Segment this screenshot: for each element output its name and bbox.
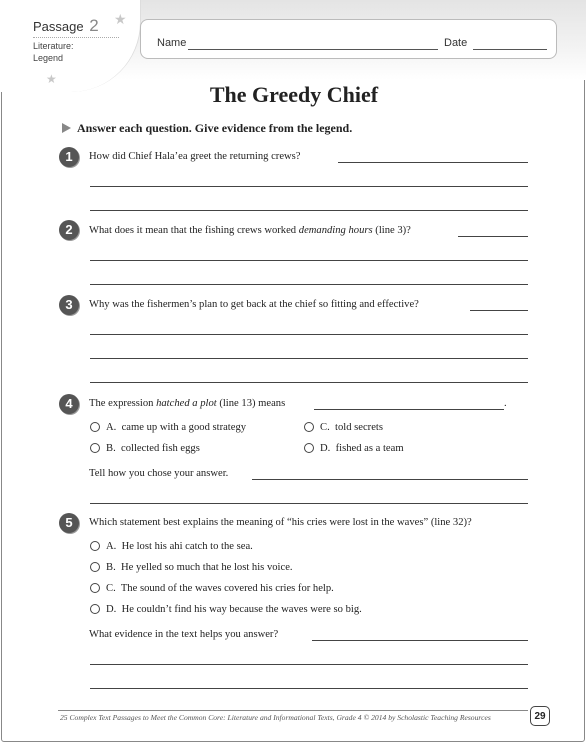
- answer-line[interactable]: [252, 479, 528, 480]
- question-1-text: How did Chief Hala’ea greet the returning crews?: [89, 151, 301, 162]
- option-b[interactable]: [90, 443, 200, 454]
- radio-circle[interactable]: [90, 562, 100, 572]
- option-b[interactable]: [90, 562, 293, 573]
- question-4-number: 4: [59, 394, 79, 414]
- passage-word: Passage: [33, 19, 84, 34]
- question-4-text-b: (line 13) means: [216, 398, 286, 409]
- option-text: He yelled so much that he lost his voice.: [121, 562, 293, 573]
- option-text: told secrets: [335, 422, 383, 433]
- answer-line[interactable]: [90, 284, 528, 285]
- option-letter: A.: [106, 422, 117, 433]
- page-number: 29: [530, 706, 550, 726]
- question-4-text-a: The expression: [89, 398, 157, 409]
- option-letter: A.: [106, 541, 117, 552]
- page-title: The Greedy Chief: [209, 82, 379, 107]
- radio-circle[interactable]: [90, 541, 100, 551]
- radio-circle[interactable]: [90, 443, 100, 453]
- radio-circle[interactable]: [90, 604, 100, 614]
- option-text: The sound of the waves covered his cries for help.: [120, 583, 334, 594]
- radio-circle[interactable]: [304, 443, 314, 453]
- name-field[interactable]: [188, 49, 438, 50]
- answer-line[interactable]: [470, 310, 528, 311]
- option-a[interactable]: [90, 422, 246, 433]
- radio-circle[interactable]: [90, 422, 100, 432]
- question-3-number: 3: [59, 295, 79, 315]
- option-text: came up with a good strategy: [121, 422, 247, 433]
- answer-line[interactable]: [314, 409, 504, 410]
- passage-divider: [33, 37, 119, 38]
- option-c[interactable]: [304, 422, 383, 433]
- option-letter: B.: [106, 443, 116, 454]
- answer-line[interactable]: [90, 260, 528, 261]
- question-1-number: 1: [59, 147, 79, 167]
- option-c[interactable]: [90, 583, 334, 594]
- option-text: collected fish eggs: [121, 443, 200, 454]
- radio-circle[interactable]: [90, 583, 100, 593]
- question-2-text-italic: demanding hours: [298, 225, 373, 236]
- answer-line[interactable]: [458, 236, 528, 237]
- answer-line[interactable]: [90, 358, 528, 359]
- passage-number: 2: [89, 16, 99, 35]
- option-d[interactable]: [90, 604, 362, 615]
- option-letter: D.: [106, 604, 117, 615]
- option-text: He lost his ahi catch to the sea.: [121, 541, 253, 552]
- answer-line[interactable]: [90, 664, 528, 665]
- answer-line[interactable]: [90, 382, 528, 383]
- answer-line[interactable]: [312, 640, 528, 641]
- radio-circle[interactable]: [304, 422, 314, 432]
- date-field[interactable]: [473, 49, 547, 50]
- instructions-text: Answer each question. Give evidence from the legend.: [77, 121, 353, 135]
- arrow-icon: [62, 123, 71, 133]
- question-3-text: Why was the fishermen’s plan to get back at the chief so fitting and effective?: [89, 299, 419, 310]
- star-icon: ★: [46, 72, 57, 86]
- answer-line[interactable]: [90, 210, 528, 211]
- name-date-box: [140, 19, 557, 59]
- question-4-text-italic: hatched a plot: [156, 398, 217, 409]
- answer-line[interactable]: [90, 334, 528, 335]
- question-2-text-b: (line 3)?: [372, 225, 411, 236]
- star-icon: ★: [114, 13, 127, 28]
- question-2-text-a: What does it mean that the fishing crews worked: [89, 225, 299, 236]
- question-5-followup: What evidence in the text helps you answer?: [89, 629, 279, 640]
- genre-line-1: Literature:: [33, 41, 74, 51]
- question-4-followup: Tell how you chose your answer.: [89, 468, 229, 479]
- question-2-number: 2: [59, 220, 79, 240]
- option-text: He couldn’t find his way because the waves were so big.: [121, 604, 362, 615]
- genre-line-2: Legend: [33, 53, 64, 63]
- question-5-number: 5: [59, 513, 79, 533]
- passage-label: [33, 16, 99, 36]
- option-letter: C.: [106, 583, 116, 594]
- option-text: fished as a team: [335, 443, 404, 454]
- option-a[interactable]: [90, 541, 253, 552]
- option-letter: B.: [106, 562, 116, 573]
- footer-citation: 25 Complex Text Passages to Meet the Common Core: Literature and Informational Texts, Grade 4 © 2014 by Scholastic Teaching Resources: [60, 713, 491, 722]
- answer-line[interactable]: [90, 688, 528, 689]
- answer-line[interactable]: [90, 503, 528, 504]
- option-letter: D.: [320, 443, 331, 454]
- name-label: Name: [157, 37, 187, 49]
- footer-divider: [58, 710, 528, 711]
- period-mark: .: [504, 398, 507, 409]
- question-2-text: [89, 225, 411, 236]
- date-label: Date: [444, 37, 468, 49]
- question-5-text: Which statement best explains the meaning of “his cries were lost in the waves” (line 32)?: [89, 517, 472, 528]
- option-d[interactable]: [304, 443, 404, 454]
- instructions: [62, 121, 352, 136]
- genre-label: [33, 40, 93, 64]
- question-4-text: [89, 398, 285, 409]
- option-letter: C.: [320, 422, 330, 433]
- answer-line[interactable]: [90, 186, 528, 187]
- answer-line[interactable]: [338, 162, 528, 163]
